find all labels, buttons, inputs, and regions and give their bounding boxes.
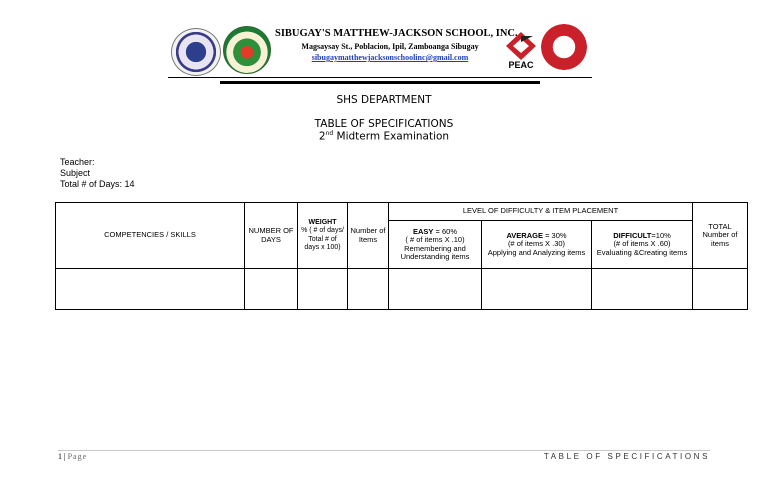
average-description: Applying and Analyzing items (487, 247, 586, 257)
difficult-header (592, 221, 693, 269)
difficult-label: DIFFICULT (613, 230, 652, 240)
competency-cell[interactable] (56, 269, 245, 310)
document-title: TABLE OF SPECIFICATIONS (314, 118, 454, 130)
difficult-formula: (# of items X .60) (613, 239, 671, 249)
footer-divider (58, 450, 710, 451)
exam-ordinal: 2 (318, 130, 326, 143)
total-days-label: Total # of Days: 14 (60, 179, 135, 189)
average-formula: (# of items X .30) (507, 239, 566, 249)
table-row (56, 269, 748, 310)
school-name: SIBUGAY'S MATTHEW-JACKSON SCHOOL, INC. (275, 28, 518, 39)
specifications-table (55, 202, 748, 310)
easy-header (389, 221, 482, 269)
difficult-cell[interactable] (592, 269, 693, 310)
average-label: AVERAGE (506, 230, 543, 240)
easy-description: Remembering and Understanding items (400, 243, 470, 261)
number-of-items-header: Number of Items (348, 203, 389, 269)
school-email-link[interactable]: sibugaymatthewjacksonschoolinc@gmail.com (311, 53, 469, 62)
exam-name: Midterm Examination (333, 130, 450, 143)
page-number-value: 1 (58, 452, 62, 461)
average-cell[interactable] (482, 269, 592, 310)
items-cell[interactable] (348, 269, 389, 310)
school-seal-logo (223, 26, 271, 74)
page-separator: | (62, 452, 68, 461)
department-title: SHS DEPARTMENT (336, 94, 432, 106)
number-of-days-header: NUMBER OF DAYS (245, 203, 298, 269)
easy-formula: ( # of items X .10) (405, 235, 465, 244)
weight-formula: % ( # of days/ Total # of days x 100) (301, 227, 344, 251)
total-cell[interactable] (693, 269, 748, 310)
difficult-percent: =10% (651, 230, 671, 240)
competencies-header: COMPETENCIES / SKILLS (56, 203, 245, 269)
average-header (482, 221, 592, 269)
total-items-header: TOTAL Number of items (693, 203, 748, 269)
page-word: Page (67, 452, 88, 461)
subject-label: Subject (60, 168, 91, 178)
exam-title (0, 130, 768, 143)
accreditation-seal-logo (541, 24, 587, 70)
letterhead-divider-thick (220, 81, 540, 84)
level-of-difficulty-header: LEVEL OF DIFFICULTY & ITEM PLACEMENT (389, 203, 693, 221)
page-number (58, 452, 87, 461)
school-address: Magsaysay St., Poblacion, Ipil, Zamboanga Sibugay (301, 42, 479, 51)
weight-header (298, 203, 348, 269)
average-percent: = 30% (542, 230, 567, 240)
weight-cell[interactable] (298, 269, 348, 310)
difficult-description: Evaluating &Creating items (596, 247, 688, 257)
weight-title: WEIGHT (308, 218, 337, 226)
peac-label: PEAC (508, 60, 534, 70)
easy-label: EASY (413, 226, 434, 236)
exam-ordinal-suffix: nd (325, 130, 334, 137)
deped-seal-logo (171, 28, 221, 76)
teacher-label: Teacher: (60, 157, 95, 167)
footer-title: TABLE OF SPECIFICATIONS (543, 452, 710, 461)
easy-percent: = 60% (433, 226, 457, 236)
easy-cell[interactable] (389, 269, 482, 310)
days-cell[interactable] (245, 269, 298, 310)
letterhead-divider (168, 77, 592, 78)
